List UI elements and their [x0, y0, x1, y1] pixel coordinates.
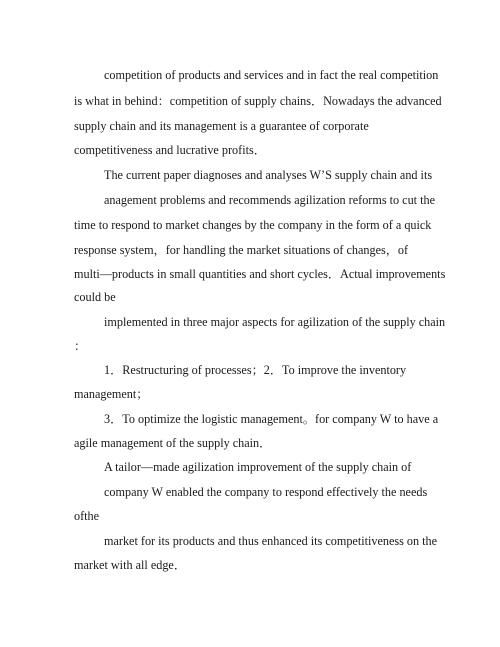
text-line: market for its products and thus enhanced its competitiveness on the: [104, 534, 438, 548]
text-line: ofthe: [74, 509, 100, 523]
text-line: competition of products and services and in fact the real competition: [104, 68, 439, 82]
text-line: competitiveness and lucrative profits．: [74, 143, 266, 157]
text-line: 1．Restructuring of processes；2．To improve the inventory: [104, 363, 407, 377]
text-line: response system，for handling the market situations of changes，of: [74, 243, 409, 257]
text-line: market with all edge．: [74, 558, 187, 572]
text-line: agile management of the supply chain．: [74, 436, 272, 450]
text-line: 3．To optimize the logistic management。for company W to have a: [104, 412, 439, 426]
text-line: implemented in three major aspects for agilization of the supply chain: [104, 315, 446, 329]
text-line: company W enabled the company to respond effectively the needs: [104, 485, 428, 499]
text-line: could be: [74, 290, 116, 304]
text-line: The current paper diagnoses and analyses W’S supply chain and its: [104, 168, 433, 182]
text-line: ：: [74, 339, 87, 353]
text-line: supply chain and its management is a guarantee of corporate: [74, 119, 369, 133]
text-line: management；: [74, 387, 149, 401]
text-line: anagement problems and recommends agilization reforms to cut the: [104, 193, 435, 207]
text-line: is what in behind：competition of supply chains．Nowadays the advanced: [74, 94, 442, 108]
text-line: time to respond to market changes by the company in the form of a quick: [74, 218, 432, 232]
text-line: multi—products in small quantities and short cycles．Actual improvements: [74, 267, 446, 281]
text-line: A tailor—made agilization improvement of the supply chain of: [104, 460, 412, 474]
